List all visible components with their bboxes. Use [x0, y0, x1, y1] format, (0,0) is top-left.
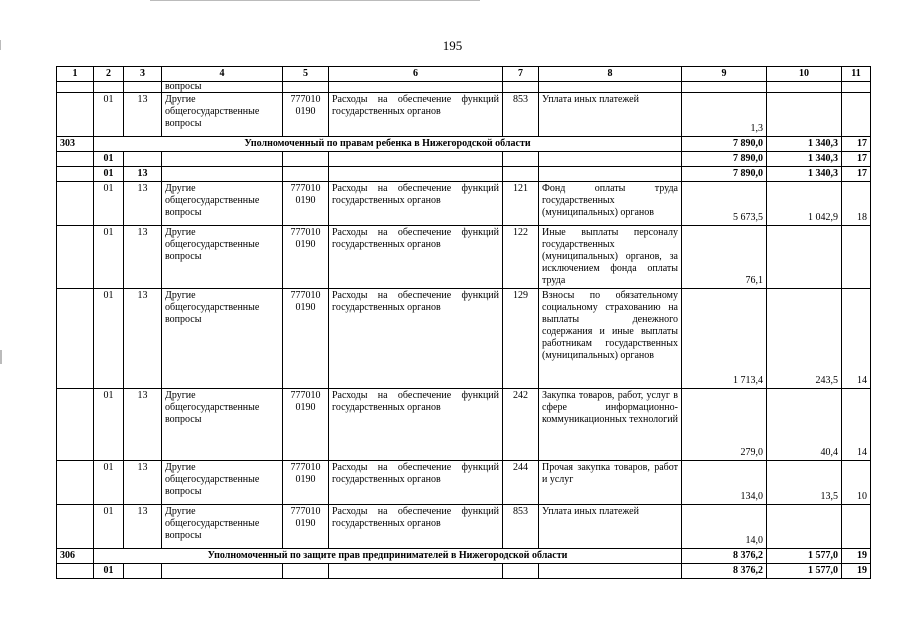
cell-section-name: Другие общегосударственные вопросы: [162, 461, 283, 505]
cell-org-code: 306: [57, 549, 94, 564]
cell-expense-type: [503, 152, 539, 167]
cell-section-name: Другие общегосударственные вопросы: [162, 93, 283, 137]
cell-value-10: [767, 82, 842, 93]
header-col-2: 2: [94, 67, 124, 82]
cell-code: [57, 93, 94, 137]
cell-value-11: 14: [842, 389, 871, 461]
cell-expense-name: Прочая закупка товаров, работ и услуг: [539, 461, 682, 505]
cell-value-11: 19: [842, 549, 871, 564]
scan-edge-mark: [150, 0, 480, 1]
cell-target-code: 777010 0190: [283, 226, 329, 289]
cell-section-name: Другие общегосударственные вопросы: [162, 289, 283, 389]
cell-section-name: Другие общегосударственные вопросы: [162, 505, 283, 549]
header-col-8: 8: [539, 67, 682, 82]
cell-expense-type: [503, 82, 539, 93]
cell-value-10: 13,5: [767, 461, 842, 505]
cell-subsection: [124, 82, 162, 93]
table-row: [57, 289, 871, 389]
cell-value-11: [842, 93, 871, 137]
scan-edge-mark: [0, 350, 2, 364]
cell-expense-type: 242: [503, 389, 539, 461]
cell-target-name: Расходы на обеспечение функций государственных органов: [329, 182, 503, 226]
cell-expense-name: [539, 167, 682, 182]
cell-subsection: 13: [124, 505, 162, 549]
cell-value-11: [842, 82, 871, 93]
cell-value-9: 134,0: [682, 461, 767, 505]
cell-expense-name: Уплата иных платежей: [539, 505, 682, 549]
cell-section-name: [162, 167, 283, 182]
cell-value-9: 1,3: [682, 93, 767, 137]
cell-org-name: Уполномоченный по защите прав предпринимателей в Нижегородской области: [94, 549, 682, 564]
cell-section-name: Другие общегосударственные вопросы: [162, 182, 283, 226]
cell-target-name: Расходы на обеспечение функций государственных органов: [329, 389, 503, 461]
cell-code: [57, 461, 94, 505]
cell-section: 01: [94, 226, 124, 289]
cell-value-11: 17: [842, 137, 871, 152]
cell-target-name: Расходы на обеспечение функций государственных органов: [329, 226, 503, 289]
cell-target-name: Расходы на обеспечение функций государственных органов: [329, 289, 503, 389]
cell-value-10: 243,5: [767, 289, 842, 389]
cell-subsection: 13: [124, 226, 162, 289]
cell-value-10: [767, 93, 842, 137]
cell-value-9: 76,1: [682, 226, 767, 289]
cell-value-9: 5 673,5: [682, 182, 767, 226]
cell-section: 01: [94, 505, 124, 549]
table-row: [57, 226, 871, 289]
section-total-row: [57, 564, 871, 579]
cell-value-11: [842, 226, 871, 289]
cell-section-name: [162, 564, 283, 579]
cell-target-code: [283, 152, 329, 167]
cell-target-name: Расходы на обеспечение функций государственных органов: [329, 505, 503, 549]
cell-expense-name: [539, 152, 682, 167]
header-col-11: 11: [842, 67, 871, 82]
cell-value-10: 1 042,9: [767, 182, 842, 226]
header-col-10: 10: [767, 67, 842, 82]
cell-target-name: [329, 564, 503, 579]
cell-value-11: 14: [842, 289, 871, 389]
cell-value-9: [682, 82, 767, 93]
cell-value-10: [767, 505, 842, 549]
table-row: [57, 93, 871, 137]
cell-code: [57, 289, 94, 389]
table-row: [57, 82, 871, 93]
cell-expense-type: 129: [503, 289, 539, 389]
budget-table: [56, 66, 871, 579]
org-total-row: [57, 137, 871, 152]
cell-target-code: [283, 564, 329, 579]
cell-target-code: 777010 0190: [283, 389, 329, 461]
subsection-total-row: [57, 167, 871, 182]
cell-value-10: 40,4: [767, 389, 842, 461]
cell-code: [57, 167, 94, 182]
section-total-row: [57, 152, 871, 167]
cell-expense-name: Взносы по обязательному социальному страхованию на выплаты денежного содержания и иные выплаты работникам государственных (муниципальных) органов: [539, 289, 682, 389]
cell-value-11: 18: [842, 182, 871, 226]
cell-section: [94, 82, 124, 93]
cell-target-code: 777010 0190: [283, 505, 329, 549]
table-row: [57, 461, 871, 505]
cell-section-name: [162, 152, 283, 167]
cell-subsection: 13: [124, 389, 162, 461]
cell-value-9: 279,0: [682, 389, 767, 461]
cell-target-code: 777010 0190: [283, 93, 329, 137]
cell-expense-name: [539, 82, 682, 93]
cell-target-name: [329, 152, 503, 167]
cell-expense-name: [539, 564, 682, 579]
cell-target-code: 777010 0190: [283, 289, 329, 389]
header-col-6: 6: [329, 67, 503, 82]
cell-section-name: Другие общегосударственные вопросы: [162, 389, 283, 461]
cell-subsection: 13: [124, 182, 162, 226]
cell-value-10: 1 340,3: [767, 152, 842, 167]
cell-section-name: Другие общегосударственные вопросы: [162, 226, 283, 289]
cell-target-code: 777010 0190: [283, 461, 329, 505]
cell-subsection: 13: [124, 167, 162, 182]
page-number: 195: [442, 38, 463, 53]
cell-expense-name: Фонд оплаты труда государственных (муниципальных) органов: [539, 182, 682, 226]
header-col-4: 4: [162, 67, 283, 82]
cell-value-10: 1 577,0: [767, 564, 842, 579]
cell-value-9: 14,0: [682, 505, 767, 549]
cell-value-11: 17: [842, 152, 871, 167]
cell-org-code: 303: [57, 137, 94, 152]
cell-target-name: Расходы на обеспечение функций государственных органов: [329, 93, 503, 137]
cell-expense-type: 244: [503, 461, 539, 505]
cell-section: 01: [94, 93, 124, 137]
header-col-7: 7: [503, 67, 539, 82]
cell-expense-name: Уплата иных платежей: [539, 93, 682, 137]
cell-value-10: [767, 226, 842, 289]
cell-expense-type: 853: [503, 93, 539, 137]
cell-expense-type: 121: [503, 182, 539, 226]
cell-code: [57, 226, 94, 289]
cell-section: 01: [94, 182, 124, 226]
cell-value-9: 7 890,0: [682, 167, 767, 182]
cell-subsection: [124, 152, 162, 167]
cell-expense-name: Закупка товаров, работ, услуг в сфере информационно-коммуникационных технологий: [539, 389, 682, 461]
cell-value-9: 8 376,2: [682, 564, 767, 579]
cell-code: [57, 152, 94, 167]
cell-target-code: [283, 82, 329, 93]
table-row: [57, 505, 871, 549]
cell-value-11: 10: [842, 461, 871, 505]
header-col-9: 9: [682, 67, 767, 82]
header-col-5: 5: [283, 67, 329, 82]
cell-code: [57, 182, 94, 226]
cell-value-10: 1 577,0: [767, 549, 842, 564]
cell-value-9: 8 376,2: [682, 549, 767, 564]
cell-value-11: 19: [842, 564, 871, 579]
cell-section: 01: [94, 564, 124, 579]
table-row: [57, 389, 871, 461]
cell-subsection: 13: [124, 461, 162, 505]
org-total-row: [57, 549, 871, 564]
cell-value-11: [842, 505, 871, 549]
cell-section-name: вопросы: [162, 82, 283, 93]
cell-target-code: [283, 167, 329, 182]
cell-expense-name: Иные выплаты персоналу государственных (муниципальных) органов, за исключением фонда оплаты труда: [539, 226, 682, 289]
cell-section: 01: [94, 152, 124, 167]
cell-value-10: 1 340,3: [767, 137, 842, 152]
cell-target-code: 777010 0190: [283, 182, 329, 226]
cell-section: 01: [94, 289, 124, 389]
header-col-3: 3: [124, 67, 162, 82]
cell-org-name: Уполномоченный по правам ребенка в Нижегородской области: [94, 137, 682, 152]
cell-expense-type: 122: [503, 226, 539, 289]
header-col-1: 1: [57, 67, 94, 82]
cell-expense-type: [503, 167, 539, 182]
cell-expense-type: [503, 564, 539, 579]
cell-section: 01: [94, 389, 124, 461]
cell-subsection: [124, 564, 162, 579]
cell-code: [57, 564, 94, 579]
cell-subsection: 13: [124, 93, 162, 137]
cell-value-9: 7 890,0: [682, 137, 767, 152]
cell-target-name: [329, 82, 503, 93]
cell-value-10: 1 340,3: [767, 167, 842, 182]
cell-expense-type: 853: [503, 505, 539, 549]
cell-value-11: 17: [842, 167, 871, 182]
cell-value-9: 1 713,4: [682, 289, 767, 389]
cell-target-name: [329, 167, 503, 182]
cell-code: [57, 505, 94, 549]
cell-section: 01: [94, 167, 124, 182]
table-row: [57, 182, 871, 226]
header-row: [57, 67, 871, 82]
cell-value-9: 7 890,0: [682, 152, 767, 167]
cell-code: [57, 389, 94, 461]
cell-section: 01: [94, 461, 124, 505]
cell-code: [57, 82, 94, 93]
cell-target-name: Расходы на обеспечение функций государственных органов: [329, 461, 503, 505]
cell-subsection: 13: [124, 289, 162, 389]
